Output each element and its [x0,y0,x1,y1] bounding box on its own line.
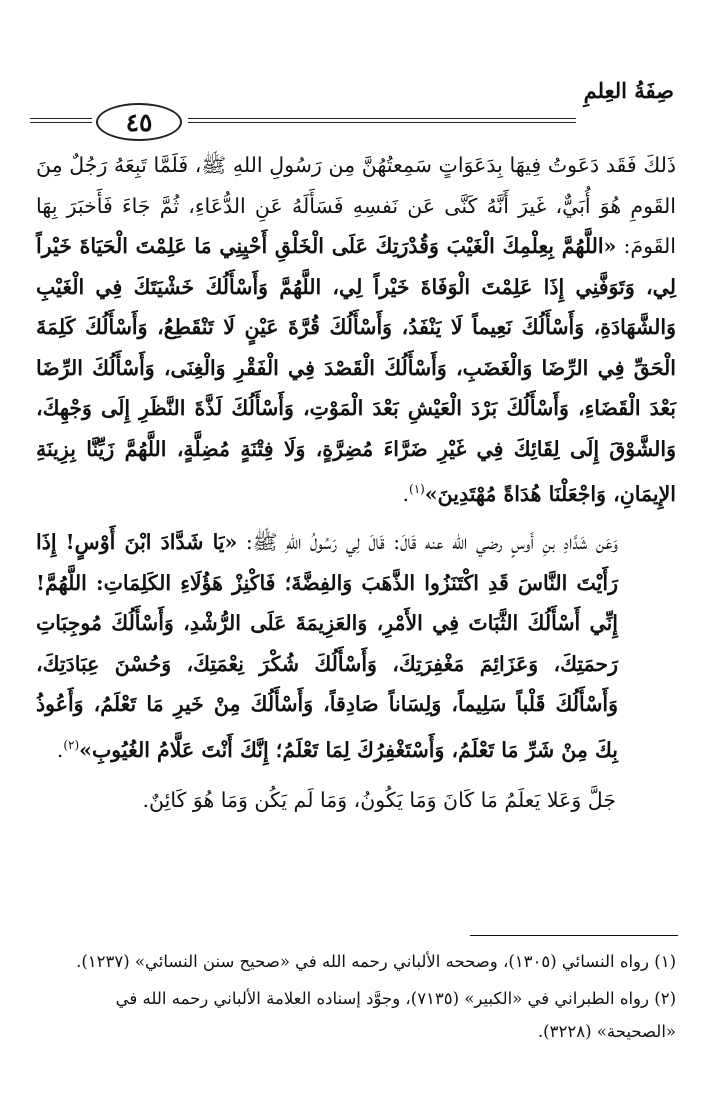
period: . [402,481,410,506]
supplication-text: «اللَّهُمَّ بِعِلْمِكَ الْغَيْبَ وَقُدْرَتِكَ عَلَى الْخَلْقِ أَحْيِنِي مَا عَلِمْتَ الْحَيَاةَ خَيْراً لِي، وَتَوَفَّنِي إِذَا عَلِمْتَ الْوَفَاةَ خَيْراً لِي، اللَّهُمَّ وَأَسْأَلُكَ خَشْيَتَكَ فِي الْغَيْبِ وَالشَّهَادَةِ، وَأَسْأَلُكَ نَعِيماً لَا يَنْفَدُ، وَأَسْأَلُكَ قُرَّةَ عَيْنٍ لَا تَنْقَطِعُ، وَأَسْأَلُكَ كَلِمَةَ الْحَقِّ فِي الرِّضَا وَالْغَضَبِ، وَأَسْأَلُكَ الْقَصْدَ فِي الْفَقْرِ وَالْغِنَى، وَأَسْأَلُكَ الرِّضَا بَعْدَ الْقَضَاءِ، وَأَسْأَلُكَ بَرْدَ الْعَيْشِ بَعْدَ الْمَوْتِ، وَأَسْأَلُكَ لَذَّةَ النَّظَرِ إِلَى وَجْهِكَ، وَالشَّوْقَ إِلَى لِقَائِكَ فِي غَيْرِ ضَرَّاءَ مُضِرَّةٍ، وَلَا فِتْنَةٍ مُضِلَّةٍ، اللَّهُمَّ زَيِّنَّا بِزِينَةِ الإِيمَانِ، وَاجْعَلْنَا هُدَاةً مُهْتَدِينَ» [36,234,676,506]
narration: وَعَن شَدَّادِ بنِ أَوسٍ رضي الله عنه قَالَ: قَالَ لِي رَسُولُ اللهِ ﷺ: [237,530,619,555]
narration: ذَلكَ فَقَد دَعَوتُ فِيهَا بِدَعَوَاتٍ سَمِعتُهُنَّ مِن رَسُولِ اللهِ ﷺ، فَلَمَّا تَبِعَهُ رَجُلٌ مِنَ القَومِ هُوَ أُبَيٌّ، غَيرَ أَنَّهُ كَنَّى عَن نَفسِهِ فَسَأَلَهُ عَنِ الدُّعَاءِ، ثُمَّ جَاءَ فَأَخبَرَ بِهَا القَومَ: [36,153,676,258]
footnote-ref-1: (١) [409,482,425,496]
footnote-separator [470,935,678,936]
header-rule-right [188,118,576,130]
footnote-ref-2: (٢) [63,737,80,752]
period: . [56,737,64,762]
closing-line: جَلَّ وَعَلا يَعلَمُ مَا كَانَ وَمَا يَكُونُ، وَمَا لَم يَكُن وَمَا هُوَ كَائِنٌ. [142,788,616,813]
paragraph-1 [36,145,676,514]
header-rule-left [30,118,92,130]
running-title: صِفَةُ العِلمِ [583,78,674,103]
paragraph-2 [36,522,676,770]
supplication-text: «يَا شَدَّادَ ابْنَ أَوْسٍ! إِذَا رَأَيْتَ النَّاسَ قَدِ اكْتَنَزُوا الذَّهَبَ وَالفِضَّةَ؛ فَاكْنِزْ هَؤُلَاءِ الكَلِمَاتِ: اللَّهُمَّ! إِنِّي أَسْأَلُكَ الثَّبَاتَ فِي الأَمْرِ، وَالعَزِيمَةَ عَلَى الرُّشْدِ، وَأَسْأَلُكَ مُوجِبَاتِ رَحمَتِكَ، وَعَزَائِمَ مَغْفِرَتِكَ، وَأَسْأَلُكَ شُكْرَ نِعْمَتِكَ، وَحُسْنَ عِبَادَتِكَ، وَأَسْأَلُكَ قَلْباً سَلِيماً، وَلِسَاناً صَادِقاً، وَأَسْأَلُكَ مِنْ خَيرِ مَا تَعْلَمُ، وَأَعُوذُ بِكَ مِنْ شَرِّ مَا تَعْلَمُ، وَأَسْتَغْفِرُكَ لِمَا تَعْلَمُ؛ إِنَّكَ أَنْتَ عَلَّامُ الغُيُوبِ» [36,530,618,762]
footnotes [36,945,676,1052]
footnote-1: (١) رواه النسائي (١٣٠٥)، وصححه الألباني رحمه الله في «صحيح سنن النسائي» (١٢٣٧). [76,952,676,971]
footnote-2: (٢) رواه الطبراني في «الكبير» (٧١٣٥)، وجوَّد إسناده العلامة الألباني رحمه الله في «الصحيحة» (٣٢٢٨). [115,989,676,1041]
page-number: ٤٥ [96,103,182,141]
page-header [20,60,688,137]
main-text [36,145,676,821]
